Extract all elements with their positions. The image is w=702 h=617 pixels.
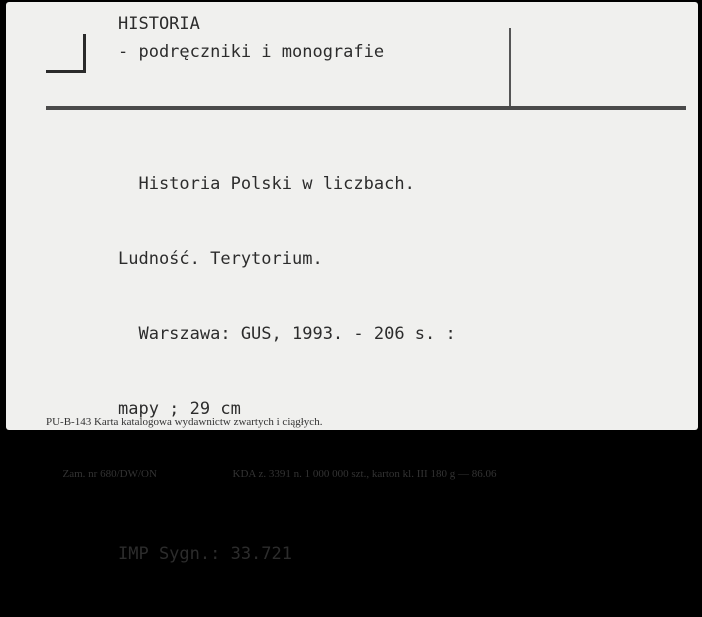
entry-title-line: Historia Polski w liczbach. [118, 174, 415, 194]
entry-signature-line: IMP Sygn.: 33.721 [118, 544, 292, 564]
footer-line-2 [46, 455, 496, 494]
horizontal-rule [46, 106, 686, 110]
catalog-card [6, 2, 698, 564]
entry-publication-line: Warszawa: GUS, 1993. - 206 s. : [118, 324, 456, 344]
heading-subtitle: - podręczniki i monografie [118, 42, 385, 62]
corner-mark-horizontal [46, 70, 86, 73]
catalog-entry [118, 122, 456, 617]
subject-heading [118, 14, 384, 63]
footer-print-info: KDA z. 3391 n. 1 000 000 szt., karton kl. III 180 g — 86.06 [232, 468, 497, 480]
entry-subtitle-line: Ludność. Terytorium. [118, 249, 323, 269]
card-footer [46, 390, 496, 520]
footer-order-number: Zam. nr 680/DW/ON [62, 468, 157, 480]
footer-line-1: PU-B-143 Karta katalogowa wydawnictw zwartych i ciągłych. [46, 416, 323, 428]
vertical-divider [509, 28, 511, 108]
heading-title: HISTORIA [118, 14, 200, 34]
corner-mark-vertical [83, 34, 86, 72]
entry-physical-line: mapy ; 29 cm [118, 399, 241, 419]
